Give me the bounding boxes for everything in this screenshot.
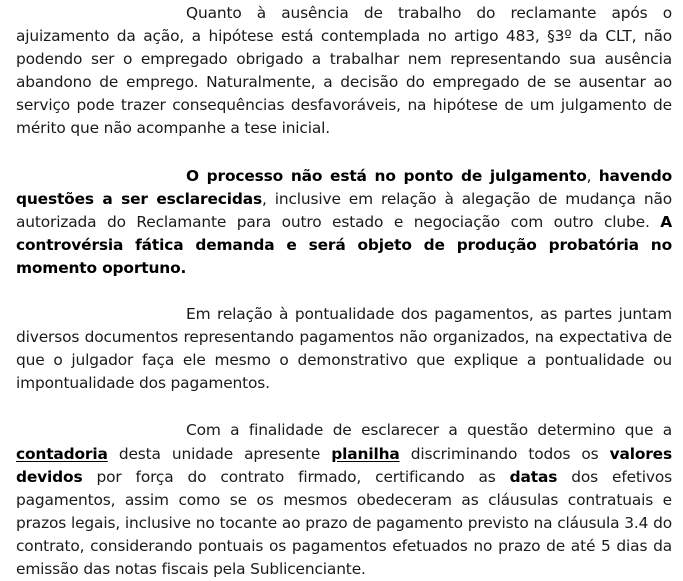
text-segment: dos efetivos pagamentos, assim como se os mesmos obedeceram as cláusulas contratuais e prazos legais, inclusive no tocante ao prazo de pagamento previsto na cláusula 3.4 do contrato, considerando pontuais os pagamentos efetuados no prazo de até 5 dias da emissão das notas fiscais pela Sublicenciante. bbox=[16, 467, 673, 578]
paragraph-payment-punctuality bbox=[16, 303, 672, 395]
paragraph-absence bbox=[16, 2, 672, 141]
bold-questions-to-clarify: havendo questões a ser esclarecidas bbox=[16, 166, 672, 208]
bold-underlined-contadoria: contadoria bbox=[16, 444, 108, 463]
paragraph-process-status bbox=[16, 165, 672, 280]
paragraph-absence-text: Quanto à ausência de trabalho do reclamante após o ajuizamento da ação, a hipótese está contemplada no artigo 483, §3º da CLT, não podendo ser o empregado obrigado a trabalhar nem representando sua ausência abandono de emprego. Naturalmente, a decisão do empregado de se ausentar ao serviço pode trazer consequências desfavoráveis, na hipótese de um julgamento de mérito que não acompanhe a tese inicial. bbox=[16, 4, 672, 138]
paragraph-spacer bbox=[16, 280, 672, 303]
text-segment: discriminando todos os bbox=[399, 444, 610, 463]
text-segment: por força do contrato firmado, certificando as bbox=[82, 467, 510, 486]
text-segment: , bbox=[586, 166, 599, 185]
paragraph-accounting-order bbox=[16, 419, 672, 581]
bold-datas: datas bbox=[509, 467, 558, 486]
bold-valores-devidos: valores devidos bbox=[16, 444, 672, 486]
paragraph-spacer bbox=[16, 395, 672, 419]
paragraph-spacer bbox=[16, 141, 672, 165]
text-segment: , inclusive em relação à alegação de mudança não autorizada do Reclamante para outro estado e negociação com outro clube. bbox=[16, 189, 672, 231]
text-segment: desta unidade apresente bbox=[107, 444, 332, 463]
paragraph-payment-punctuality-text: Em relação à pontualidade dos pagamentos, as partes juntam diversos documentos representando pagamentos não organizados, na expectativa de que o julgador faça ele mesmo o demonstrativo que explique a pontualidade ou impontualidade dos pagamentos. bbox=[16, 305, 672, 393]
bold-factual-controversy: A controvérsia fática demanda e será objeto de produção probatória no momento oportuno. bbox=[16, 212, 672, 277]
text-segment: Com a finalidade de esclarecer a questão determino que a bbox=[186, 421, 672, 440]
bold-underlined-planilha: planilha bbox=[331, 444, 400, 463]
bold-not-ready-for-judgment: O processo não está no ponto de julgamento bbox=[186, 166, 587, 185]
